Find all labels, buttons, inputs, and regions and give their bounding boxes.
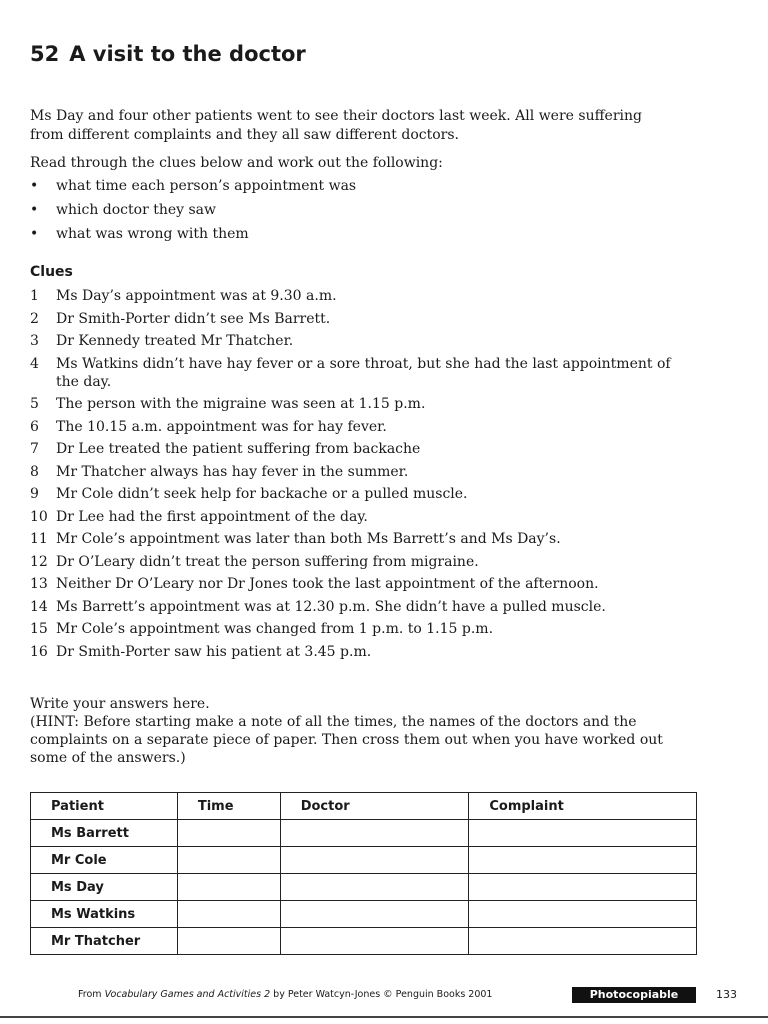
clue-item [30, 485, 690, 503]
clue-text: Ms Watkins didn’t have hay fever or a sore throat, but she had the last appointment of the day. [56, 355, 671, 390]
clue-text: Dr O’Leary didn’t treat the person suffering from migraine. [56, 553, 479, 570]
time-cell[interactable] [177, 874, 280, 901]
clue-item [30, 553, 690, 571]
hint-text: (HINT: Before starting make a note of all the times, the names of the doctors and the complaints on a separate piece of paper. Then cross them out when you have worked out some of the answers.) [30, 714, 663, 766]
clue-number: 9 [30, 486, 39, 502]
task-item [30, 176, 356, 200]
clue-text: The person with the migraine was seen at 1.15 p.m. [56, 396, 426, 412]
header-doctor: Doctor [280, 793, 469, 820]
clue-number: 7 [30, 441, 39, 457]
clue-text: Dr Smith-Porter didn’t see Ms Barrett. [56, 310, 331, 327]
clue-item [30, 355, 690, 391]
clue-number: 15 [30, 621, 48, 637]
time-cell[interactable] [177, 820, 280, 847]
clue-number: 12 [30, 553, 48, 570]
clue-number: 16 [30, 643, 48, 660]
complaint-cell[interactable] [469, 874, 697, 901]
clue-number: 2 [30, 310, 39, 327]
patient-name: Ms Day [31, 874, 178, 901]
patient-name: Ms Watkins [31, 901, 178, 928]
page-title [30, 42, 306, 66]
clues-list [30, 287, 690, 665]
complaint-cell[interactable] [469, 901, 697, 928]
credit-prefix: From [78, 989, 105, 1000]
complaint-cell[interactable] [469, 820, 697, 847]
doctor-cell[interactable] [280, 820, 469, 847]
clues-heading: Clues [30, 264, 73, 280]
time-cell[interactable] [177, 901, 280, 928]
photocopiable-badge: Photocopiable [572, 987, 696, 1003]
clue-item [30, 575, 690, 593]
bullet-icon: • [30, 202, 39, 218]
instruction-text: Read through the clues below and work out the following: [30, 155, 443, 171]
clue-number: 13 [30, 576, 48, 592]
doctor-cell[interactable] [280, 847, 469, 874]
table-row [31, 928, 697, 955]
patient-name: Mr Cole [31, 847, 178, 874]
clue-item [30, 310, 690, 328]
clue-item [30, 598, 690, 616]
time-cell[interactable] [177, 847, 280, 874]
table-header-row [31, 793, 697, 820]
activity-number: 52 [30, 42, 60, 66]
clue-item [30, 440, 690, 458]
answers-intro: Write your answers here. [30, 696, 210, 712]
clue-item [30, 332, 690, 350]
clue-text: Dr Lee had the first appointment of the day. [56, 508, 368, 525]
clue-text: Dr Kennedy treated Mr Thatcher. [56, 333, 294, 349]
clue-text: Mr Thatcher always has hay fever in the summer. [56, 463, 409, 480]
patient-name: Mr Thatcher [31, 928, 178, 955]
table-row [31, 847, 697, 874]
clue-number: 10 [30, 508, 48, 525]
complaint-cell[interactable] [469, 847, 697, 874]
clue-number: 5 [30, 396, 39, 412]
clue-text: Ms Barrett’s appointment was at 12.30 p.m. She didn’t have a pulled muscle. [56, 598, 606, 615]
clue-number: 8 [30, 463, 39, 480]
table-row [31, 874, 697, 901]
task-item-text: which doctor they saw [56, 202, 217, 218]
header-time: Time [177, 793, 280, 820]
bullet-icon: • [30, 178, 39, 194]
header-patient: Patient [31, 793, 178, 820]
book-title: Vocabulary Games and Activities 2 [104, 989, 271, 1000]
answers-instructions [30, 695, 690, 767]
complaint-cell[interactable] [469, 928, 697, 955]
doctor-cell[interactable] [280, 928, 469, 955]
clue-number: 3 [30, 333, 39, 349]
clue-number: 1 [30, 288, 39, 304]
bottom-rule [0, 1016, 768, 1018]
time-cell[interactable] [177, 928, 280, 955]
clue-item [30, 463, 690, 481]
activity-title: A visit to the doctor [69, 42, 306, 66]
patient-name: Ms Barrett [31, 820, 178, 847]
clue-text: Mr Cole’s appointment was changed from 1 p.m. to 1.15 p.m. [56, 621, 494, 637]
clue-text: Mr Cole didn’t seek help for backache or a pulled muscle. [56, 486, 468, 502]
clue-item [30, 287, 690, 305]
clue-number: 11 [30, 531, 48, 547]
clue-text: Dr Smith-Porter saw his patient at 3.45 p.m. [56, 643, 372, 660]
header-complaint: Complaint [469, 793, 697, 820]
clue-number: 4 [30, 355, 39, 372]
clue-item [30, 508, 690, 526]
bullet-icon: • [30, 226, 39, 242]
task-item-text: what time each person’s appointment was [56, 178, 357, 194]
clue-text: The 10.15 a.m. appointment was for hay fever. [56, 418, 387, 435]
clue-item [30, 418, 690, 436]
clue-number: 14 [30, 598, 48, 615]
credit-suffix: by Peter Watcyn-Jones © Penguin Books 2001 [270, 989, 493, 1000]
clue-item [30, 395, 690, 413]
clue-item [30, 643, 690, 661]
footer-credit [78, 989, 492, 1000]
task-item [30, 200, 356, 224]
task-list [30, 176, 356, 248]
clue-item [30, 620, 690, 638]
intro-paragraph: Ms Day and four other patients went to see their doctors last week. All were suffering from different complaints and they all saw different doctors. [30, 108, 642, 143]
page-number: 133 [716, 988, 737, 1001]
table-row [31, 901, 697, 928]
clue-text: Dr Lee treated the patient suffering from backache [56, 441, 421, 457]
clue-item [30, 530, 690, 548]
task-item-text: what was wrong with them [56, 226, 249, 242]
table-row [31, 820, 697, 847]
doctor-cell[interactable] [280, 901, 469, 928]
answers-table [30, 792, 697, 955]
doctor-cell[interactable] [280, 874, 469, 901]
task-item [30, 224, 356, 248]
clue-text: Ms Day’s appointment was at 9.30 a.m. [56, 288, 337, 304]
clue-text: Neither Dr O’Leary nor Dr Jones took the last appointment of the afternoon. [56, 576, 599, 592]
clue-text: Mr Cole’s appointment was later than both Ms Barrett’s and Ms Day’s. [56, 531, 561, 547]
clue-number: 6 [30, 418, 39, 435]
